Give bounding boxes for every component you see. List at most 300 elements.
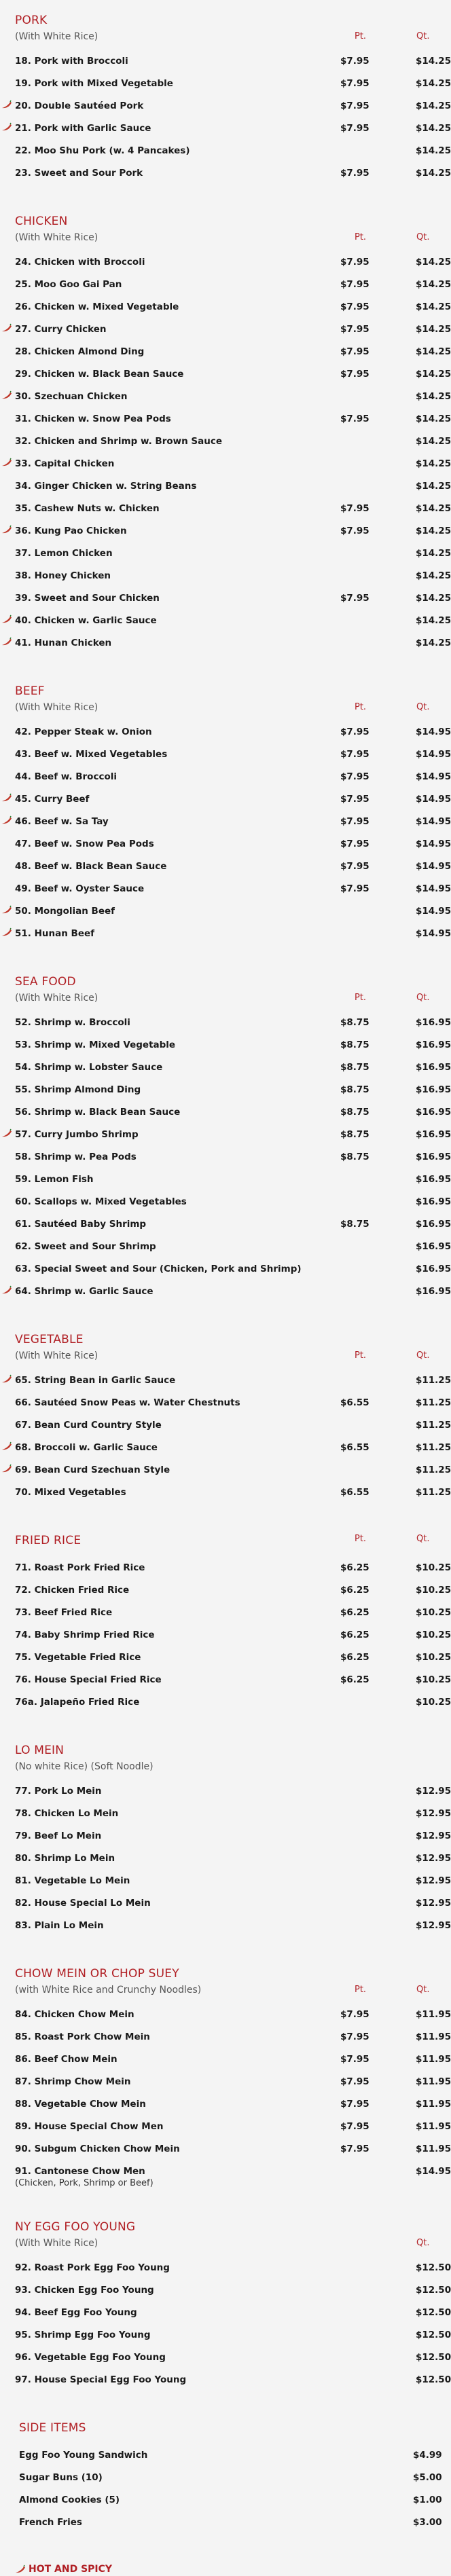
qt-column-label: Qt. — [416, 1350, 430, 1361]
menu-item — [15, 2258, 451, 2281]
item-name: 57. Curry Jumbo Shrimp — [15, 1129, 139, 1140]
item-pint-price: $7.95 — [340, 413, 369, 424]
menu-item — [15, 812, 451, 834]
menu-item — [15, 342, 451, 365]
section-subtitle: (With White Rice) — [15, 702, 98, 713]
menu-item — [15, 1693, 451, 1715]
item-quart-price: $11.25 — [416, 1397, 451, 1408]
menu-item — [15, 1782, 451, 1804]
menu-section — [0, 2220, 451, 2393]
item-name: 64. Shrimp w. Garlic Sauce — [15, 1286, 154, 1297]
item-quart-price: $16.95 — [416, 1264, 451, 1274]
item-pint-price: $7.95 — [340, 839, 369, 849]
menu-item — [15, 1916, 451, 1938]
qt-column-label: Qt. — [416, 232, 430, 242]
item-pint-price: $7.95 — [340, 346, 369, 357]
item-quart-price: $14.25 — [416, 346, 451, 357]
item-pint-price: $7.95 — [340, 2009, 369, 2020]
item-quart-price: $14.25 — [416, 391, 451, 402]
menu-item — [15, 365, 451, 387]
item-quart-price: $10.25 — [416, 1652, 451, 1663]
hot-pepper-icon — [1, 794, 12, 802]
menu-item — [15, 2072, 451, 2095]
item-name: 73. Beef Fried Rice — [15, 1607, 113, 1618]
menu-item — [15, 409, 451, 432]
item-name: 96. Vegetable Egg Foo Young — [15, 2352, 166, 2363]
item-pint-price: $8.75 — [340, 1084, 369, 1095]
menu-item — [15, 1147, 451, 1170]
menu-item — [15, 1460, 451, 1483]
item-name: 49. Beef w. Oyster Sauce — [15, 883, 145, 894]
item-name: 81. Vegetable Lo Mein — [15, 1875, 130, 1886]
item-quart-price: $16.95 — [416, 1152, 451, 1162]
item-quart-price: $16.95 — [416, 1196, 451, 1207]
menu-item — [15, 297, 451, 320]
item-quart-price: $12.50 — [416, 2285, 451, 2296]
pt-column-label: Pt. — [355, 1985, 367, 1995]
item-quart-price: $12.95 — [416, 1786, 451, 1797]
item-name: Egg Foo Young Sandwich — [19, 2450, 148, 2461]
menu-item — [19, 2490, 442, 2513]
item-name: 45. Curry Beef — [15, 794, 90, 805]
item-pint-price: $7.95 — [340, 2054, 369, 2065]
item-quart-price: $11.25 — [416, 1420, 451, 1431]
menu-section — [0, 2421, 446, 2535]
item-name: 38. Honey Chicken — [15, 570, 111, 581]
item-name: 28. Chicken Almond Ding — [15, 346, 145, 357]
item-quart-price: $16.95 — [416, 1129, 451, 1140]
menu-item — [15, 2348, 451, 2370]
section-title: FRIED RICE — [15, 1534, 82, 1547]
item-name: 70. Mixed Vegetables — [15, 1487, 126, 1498]
item-note: (Chicken, Pork, Shrimp or Beef) — [15, 2178, 154, 2188]
item-quart-price: $12.95 — [416, 1920, 451, 1931]
spicy-legend — [0, 2564, 446, 2575]
menu-item — [15, 253, 451, 275]
item-name: 92. Roast Pork Egg Foo Young — [15, 2262, 170, 2273]
item-pint-price: $7.95 — [340, 2076, 369, 2087]
section-subtitle: (No white Rice) (Soft Noodle) — [15, 1761, 154, 1772]
section-header — [15, 1333, 434, 1348]
item-quart-price: $10.25 — [416, 1630, 451, 1640]
item-quart-price: $14.25 — [416, 324, 451, 335]
item-pint-price: $7.95 — [340, 593, 369, 604]
item-pint-price: $8.75 — [340, 1039, 369, 1050]
menu-item — [15, 1282, 451, 1304]
item-pint-price: $7.95 — [340, 123, 369, 134]
item-name: 48. Beef w. Black Bean Sauce — [15, 861, 167, 872]
item-pint-price: $8.75 — [340, 1017, 369, 1028]
item-pint-price: $6.25 — [340, 1674, 369, 1685]
section-header — [15, 215, 434, 229]
menu-item — [15, 879, 451, 902]
pt-column-label: Pt. — [355, 702, 367, 712]
section-title: SEA FOOD — [15, 975, 76, 989]
item-name: 27. Curry Chicken — [15, 324, 107, 335]
hot-pepper-icon — [1, 816, 12, 824]
menu-item — [15, 1416, 451, 1438]
item-name: 62. Sweet and Sour Shrimp — [15, 1241, 156, 1252]
menu-item — [15, 1170, 451, 1192]
item-name: French Fries — [19, 2517, 82, 2528]
hot-pepper-icon — [1, 1465, 12, 1473]
menu-section — [0, 215, 451, 656]
pt-column-label: Pt. — [355, 31, 367, 41]
menu-item — [15, 2325, 451, 2348]
item-quart-price: $14.25 — [416, 503, 451, 514]
menu-item — [15, 477, 451, 499]
section-subtitle-row — [15, 232, 434, 244]
menu-item — [15, 1871, 451, 1894]
menu-section — [0, 975, 451, 1304]
menu-item — [15, 2050, 451, 2072]
section-header — [15, 2220, 434, 2235]
item-pint-price: $7.95 — [340, 2143, 369, 2154]
item-quart-price: $14.25 — [416, 593, 451, 604]
menu-item — [15, 74, 451, 96]
item-name: 88. Vegetable Chow Mein — [15, 2099, 146, 2110]
item-pint-price: $8.75 — [340, 1129, 369, 1140]
item-pint-price: $7.95 — [340, 279, 369, 290]
item-name: 90. Subgum Chicken Chow Mein — [15, 2143, 180, 2154]
item-quart-price: $14.95 — [416, 749, 451, 760]
item-quart-price: $14.25 — [416, 638, 451, 648]
item-name: 39. Sweet and Sour Chicken — [15, 593, 160, 604]
section-title: PORK — [15, 14, 48, 27]
menu-item — [15, 1483, 451, 1505]
item-pint-price: $6.25 — [340, 1585, 369, 1596]
menu-item — [15, 499, 451, 521]
menu-item — [15, 1558, 451, 1581]
item-quart-price: $10.25 — [416, 1607, 451, 1618]
item-quart-price: $14.95 — [416, 861, 451, 872]
item-pint-price: $6.25 — [340, 1630, 369, 1640]
qt-column-label: Qt. — [416, 1985, 430, 1995]
menu-item — [15, 1648, 451, 1670]
item-pint-price: $7.95 — [340, 78, 369, 89]
menu-section — [0, 1967, 451, 2192]
item-quart-price: $14.95 — [416, 771, 451, 782]
menu-item — [15, 2162, 451, 2192]
item-quart-price: $12.50 — [416, 2374, 451, 2385]
item-name: Almond Cookies (5) — [19, 2495, 120, 2505]
item-quart-price: $14.25 — [416, 436, 451, 447]
item-name: 94. Beef Egg Foo Young — [15, 2307, 137, 2318]
menu-section — [0, 1534, 451, 1715]
hot-pepper-icon — [15, 2565, 26, 2573]
section-header — [15, 1744, 434, 1759]
pt-column-label: Pt. — [355, 1350, 367, 1361]
item-name: 37. Lemon Chicken — [15, 548, 113, 559]
item-pint-price: $7.95 — [340, 816, 369, 827]
item-quart-price: $12.50 — [416, 2352, 451, 2363]
item-name: 91. Cantonese Chow Men — [15, 2166, 145, 2177]
item-name: 51. Hunan Beef — [15, 928, 95, 939]
hot-pepper-icon — [1, 391, 12, 399]
menu-item — [15, 1804, 451, 1826]
menu-item — [15, 902, 451, 924]
menu-item — [15, 544, 451, 566]
menu-item — [15, 1625, 451, 1648]
item-name: 53. Shrimp w. Mixed Vegetable — [15, 1039, 176, 1050]
section-title: LO MEIN — [15, 1744, 65, 1757]
item-quart-price: $11.25 — [416, 1465, 451, 1475]
item-name: 50. Mongolian Beef — [15, 906, 115, 917]
item-name: 52. Shrimp w. Broccoli — [15, 1017, 130, 1028]
item-quart-price: $14.25 — [416, 615, 451, 626]
item-quart-price: $14.25 — [416, 279, 451, 290]
item-quart-price: $16.95 — [416, 1286, 451, 1297]
hot-pepper-icon — [1, 638, 12, 646]
hot-pepper-icon — [1, 458, 12, 466]
section-subtitle-row — [15, 993, 434, 1005]
item-pint-price: $7.95 — [340, 168, 369, 179]
item-pint-price: $7.95 — [340, 56, 369, 67]
menu-item — [15, 857, 451, 879]
section-title: VEGETABLE — [15, 1333, 84, 1346]
menu-item — [15, 924, 451, 946]
menu-item — [15, 2117, 451, 2139]
item-name: 24. Chicken with Broccoli — [15, 257, 145, 268]
item-quart-price: $14.25 — [416, 570, 451, 581]
menu-item — [15, 2139, 451, 2162]
item-pint-price: $8.75 — [340, 1219, 369, 1230]
item-name: 72. Chicken Fried Rice — [15, 1585, 130, 1596]
section-subtitle: (With White Rice) — [15, 2238, 98, 2249]
item-name: 85. Roast Pork Chow Mein — [15, 2031, 150, 2042]
item-pint-price: $7.95 — [340, 2121, 369, 2132]
menu-item — [15, 1826, 451, 1849]
hot-pepper-icon — [1, 615, 12, 623]
item-quart-price: $12.95 — [416, 1853, 451, 1864]
menu-item — [15, 1603, 451, 1625]
item-pint-price: $6.55 — [340, 1442, 369, 1453]
section-title: CHOW MEIN OR CHOP SUEY — [15, 1967, 179, 1981]
section-subtitle: (With White Rice) — [15, 31, 98, 42]
item-quart-price: $12.95 — [416, 1875, 451, 1886]
item-pint-price: $7.95 — [340, 2031, 369, 2042]
menu-item — [15, 1080, 451, 1103]
item-quart-price: $4.99 — [413, 2450, 442, 2461]
menu-item — [15, 119, 451, 141]
item-quart-price: $16.95 — [416, 1219, 451, 1230]
item-quart-price: $14.25 — [416, 123, 451, 134]
item-quart-price: $14.95 — [416, 928, 451, 939]
item-pint-price: $7.95 — [340, 883, 369, 894]
item-pint-price: $7.95 — [340, 301, 369, 312]
item-pint-price: $6.25 — [340, 1652, 369, 1663]
item-quart-price: $10.25 — [416, 1674, 451, 1685]
item-name: 77. Pork Lo Mein — [15, 1786, 102, 1797]
item-name: 97. House Special Egg Foo Young — [15, 2374, 187, 2385]
menu-item — [15, 2281, 451, 2303]
item-pint-price: $7.95 — [340, 526, 369, 536]
item-name: 18. Pork with Broccoli — [15, 56, 128, 67]
item-name: 68. Broccoli w. Garlic Sauce — [15, 1442, 158, 1453]
item-quart-price: $11.95 — [416, 2009, 451, 2020]
item-name: 59. Lemon Fish — [15, 1174, 94, 1185]
item-name: 19. Pork with Mixed Vegetable — [15, 78, 173, 89]
item-quart-price: $5.00 — [413, 2472, 442, 2483]
menu-item — [15, 521, 451, 544]
item-quart-price: $14.25 — [416, 481, 451, 492]
section-header — [15, 684, 434, 699]
item-name: 93. Chicken Egg Foo Young — [15, 2285, 154, 2296]
item-quart-price: $16.95 — [416, 1241, 451, 1252]
menu-item — [15, 2370, 451, 2393]
menu-item — [15, 1581, 451, 1603]
section-subtitle: (With White Rice) — [15, 232, 98, 243]
item-quart-price: $11.95 — [416, 2076, 451, 2087]
hot-pepper-icon — [1, 526, 12, 534]
menu-item — [15, 52, 451, 74]
section-header — [19, 2421, 434, 2436]
item-quart-price: $11.25 — [416, 1375, 451, 1386]
item-name: 31. Chicken w. Snow Pea Pods — [15, 413, 171, 424]
menu-item — [15, 1371, 451, 1393]
section-title: CHICKEN — [15, 215, 68, 228]
item-quart-price: $14.95 — [416, 726, 451, 737]
item-name: Sugar Buns (10) — [19, 2472, 103, 2483]
qt-column-label: Qt. — [416, 2238, 430, 2248]
item-quart-price: $14.95 — [416, 2166, 451, 2177]
item-name: 79. Beef Lo Mein — [15, 1830, 102, 1841]
item-quart-price: $12.95 — [416, 1898, 451, 1909]
item-quart-price: $14.95 — [416, 906, 451, 917]
menu-item — [15, 589, 451, 611]
item-quart-price: $12.95 — [416, 1830, 451, 1841]
item-quart-price: $12.95 — [416, 1808, 451, 1819]
item-pint-price: $7.95 — [340, 503, 369, 514]
section-subtitle-row — [15, 31, 434, 43]
menu-item — [19, 2468, 442, 2490]
menu-item — [15, 2005, 451, 2027]
menu-item — [15, 2095, 451, 2117]
section-title: BEEF — [15, 684, 45, 698]
menu-item — [15, 834, 451, 857]
item-name: 47. Beef w. Snow Pea Pods — [15, 839, 154, 849]
item-quart-price: $14.25 — [416, 548, 451, 559]
item-quart-price: $12.50 — [416, 2262, 451, 2273]
item-quart-price: $10.25 — [416, 1585, 451, 1596]
menu-item — [15, 1393, 451, 1416]
menu-item — [15, 1013, 451, 1035]
menu-item — [15, 767, 451, 790]
item-quart-price: $11.25 — [416, 1442, 451, 1453]
hot-pepper-icon — [1, 1129, 12, 1137]
menu-item — [15, 1103, 451, 1125]
menu-section — [0, 1744, 451, 1938]
section-title: SIDE ITEMS — [19, 2421, 86, 2435]
hot-pepper-icon — [1, 324, 12, 332]
item-name: 95. Shrimp Egg Foo Young — [15, 2330, 151, 2340]
menu-item — [15, 1035, 451, 1058]
item-name: 75. Vegetable Fried Rice — [15, 1652, 141, 1663]
item-name: 76a. Jalapeño Fried Rice — [15, 1697, 140, 1708]
menu-item — [15, 1215, 451, 1237]
item-name: 33. Capital Chicken — [15, 458, 115, 469]
menu-item — [15, 611, 451, 633]
item-quart-price: $11.25 — [416, 1487, 451, 1498]
item-name: 63. Special Sweet and Sour (Chicken, Pork and Shrimp) — [15, 1264, 302, 1274]
hot-pepper-icon — [1, 100, 12, 109]
item-name: 87. Shrimp Chow Mein — [15, 2076, 131, 2087]
item-pint-price: $7.95 — [340, 749, 369, 760]
item-name: 29. Chicken w. Black Bean Sauce — [15, 369, 184, 380]
item-quart-price: $14.95 — [416, 794, 451, 805]
menu-item — [15, 454, 451, 477]
item-name: 83. Plain Lo Mein — [15, 1920, 104, 1931]
menu-item — [15, 1670, 451, 1693]
section-subtitle-row — [15, 702, 434, 714]
item-name: 74. Baby Shrimp Fried Rice — [15, 1630, 155, 1640]
item-name: 21. Pork with Garlic Sauce — [15, 123, 151, 134]
section-subtitle-row — [15, 1761, 434, 1773]
item-name: 40. Chicken w. Garlic Sauce — [15, 615, 157, 626]
item-name: 67. Bean Curd Country Style — [15, 1420, 162, 1431]
item-name: 78. Chicken Lo Mein — [15, 1808, 119, 1819]
item-name: 44. Beef w. Broccoli — [15, 771, 117, 782]
item-name: 89. House Special Chow Men — [15, 2121, 164, 2132]
item-quart-price: $14.25 — [416, 168, 451, 179]
menu-item — [15, 432, 451, 454]
menu-item — [15, 1192, 451, 1215]
section-title: NY EGG FOO YOUNG — [15, 2220, 136, 2234]
hot-pepper-icon — [1, 1375, 12, 1383]
item-name: 76. House Special Fried Rice — [15, 1674, 162, 1685]
section-subtitle-row — [15, 1350, 434, 1363]
item-name: 30. Szechuan Chicken — [15, 391, 128, 402]
item-name: 80. Shrimp Lo Mein — [15, 1853, 115, 1864]
section-header — [15, 1967, 434, 1982]
item-quart-price: $14.25 — [416, 78, 451, 89]
hot-pepper-icon — [1, 123, 12, 131]
item-pint-price: $7.95 — [340, 100, 369, 111]
item-quart-price: $11.95 — [416, 2143, 451, 2154]
item-name: 20. Double Sautéed Pork — [15, 100, 144, 111]
item-name: 46. Beef w. Sa Tay — [15, 816, 109, 827]
menu-item — [15, 2303, 451, 2325]
item-name: 60. Scallops w. Mixed Vegetables — [15, 1196, 187, 1207]
item-name: 43. Beef w. Mixed Vegetables — [15, 749, 168, 760]
item-name: 25. Moo Goo Gai Pan — [15, 279, 122, 290]
item-pint-price: $8.75 — [340, 1062, 369, 1073]
item-quart-price: $14.25 — [416, 145, 451, 156]
item-name: 34. Ginger Chicken w. String Beans — [15, 481, 197, 492]
item-pint-price: $8.75 — [340, 1107, 369, 1118]
section-subtitle-row — [15, 1985, 434, 1997]
menu-item — [15, 1125, 451, 1147]
item-name: 58. Shrimp w. Pea Pods — [15, 1152, 137, 1162]
item-quart-price: $14.25 — [416, 369, 451, 380]
menu-section — [0, 1333, 451, 1505]
section-header — [15, 1534, 434, 1549]
item-quart-price: $16.95 — [416, 1084, 451, 1095]
menu-item — [15, 633, 451, 656]
item-name: 56. Shrimp w. Black Bean Sauce — [15, 1107, 181, 1118]
item-pint-price: $6.25 — [340, 1562, 369, 1573]
item-name: 86. Beef Chow Mein — [15, 2054, 118, 2065]
item-pint-price: $7.95 — [340, 861, 369, 872]
section-subtitle: (With White Rice) — [15, 993, 98, 1004]
item-quart-price: $14.25 — [416, 56, 451, 67]
item-quart-price: $10.25 — [416, 1562, 451, 1573]
item-quart-price: $11.95 — [416, 2031, 451, 2042]
item-quart-price: $14.25 — [416, 100, 451, 111]
item-quart-price: $12.50 — [416, 2330, 451, 2340]
item-quart-price: $11.95 — [416, 2054, 451, 2065]
item-quart-price: $14.25 — [416, 458, 451, 469]
